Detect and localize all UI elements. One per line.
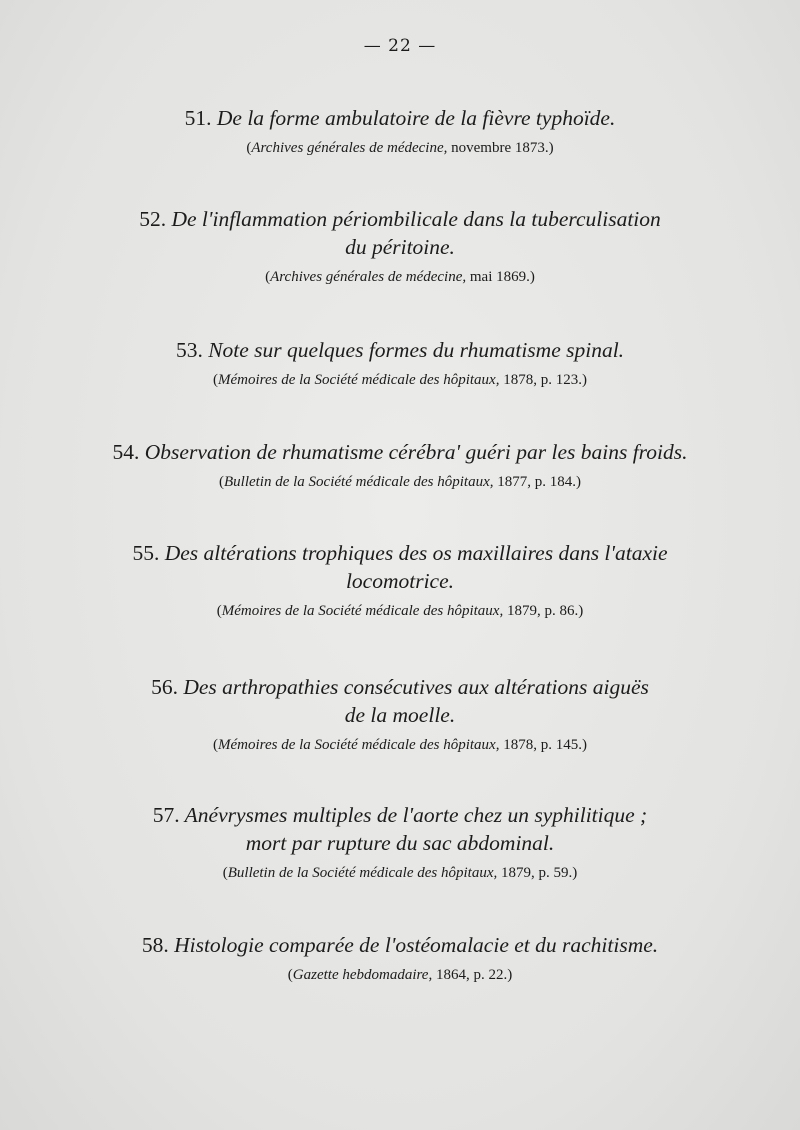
entry-citation: (Archives générales de médecine, novembre 1873.) bbox=[246, 140, 554, 156]
bibliography-entry bbox=[0, 336, 800, 390]
citation-details: mai 1869.) bbox=[466, 269, 535, 285]
entry-title bbox=[0, 336, 800, 364]
citation-source: Archives générales de médecine, bbox=[251, 140, 448, 156]
bibliography-entry bbox=[0, 673, 800, 755]
entry-title bbox=[0, 539, 800, 567]
entry-title-text: Note sur quelques formes du rhumatisme spinal. bbox=[208, 338, 625, 362]
citation-source: Mémoires de la Société médicale des hôpitaux, bbox=[221, 603, 504, 619]
entry-title-text: De l'inflammation périombilicale dans la tuberculisation bbox=[171, 207, 661, 231]
citation-details: 1879, p. 86.) bbox=[503, 603, 584, 619]
entry-title-text: Histologie comparée de l'ostéomalacie et du rachitisme. bbox=[174, 933, 659, 957]
bibliography-entry bbox=[0, 205, 800, 287]
citation-source: Gazette hebdomadaire, bbox=[292, 967, 433, 983]
entry-number: 52. bbox=[139, 207, 167, 231]
entry-number: 54. bbox=[112, 440, 140, 464]
bibliography-entry bbox=[0, 801, 800, 883]
entry-number: 58. bbox=[141, 933, 169, 957]
entry-title bbox=[0, 801, 800, 829]
bibliography-entry bbox=[0, 438, 800, 492]
entry-number: 57. bbox=[152, 803, 180, 827]
entry-title bbox=[0, 438, 800, 466]
entry-title-continuation: locomotrice. bbox=[345, 569, 455, 593]
entry-title bbox=[0, 673, 800, 701]
entry-citation: (Bulletin de la Société médicale des hôpitaux, 1879, p. 59.) bbox=[222, 865, 578, 881]
page-number: — 22 — bbox=[363, 36, 437, 56]
bibliography-entry bbox=[0, 539, 800, 621]
entry-citation: (Gazette hebdomadaire, 1864, p. 22.) bbox=[287, 967, 513, 983]
citation-source: Mémoires de la Société médicale des hôpitaux, bbox=[218, 737, 500, 753]
entry-title-text: Anévrysmes multiples de l'aorte chez un syphilitique ; bbox=[184, 803, 648, 827]
entry-number: 55. bbox=[132, 541, 160, 565]
entry-citation: (Mémoires de la Société médicale des hôpitaux, 1879, p. 86.) bbox=[216, 603, 584, 619]
entry-title-continuation: du péritoine. bbox=[345, 235, 455, 259]
bibliography-entry bbox=[0, 931, 800, 985]
bibliography-entry bbox=[0, 104, 800, 158]
entry-title-text: Des arthropathies consécutives aux altérations aiguës bbox=[183, 675, 649, 699]
citation-source: Mémoires de la Société médicale des hôpitaux, bbox=[218, 372, 500, 388]
citation-details: 1878, p. 145.) bbox=[499, 737, 587, 753]
entry-citation: (Mémoires de la Société médicale des hôpitaux, 1878, p. 123.) bbox=[213, 372, 587, 388]
entry-title-text: Des altérations trophiques des os maxillaires dans l'ataxie bbox=[164, 541, 668, 565]
entry-title-continuation: de la moelle. bbox=[344, 703, 456, 727]
entry-citation: (Archives générales de médecine, mai 1869.) bbox=[265, 269, 535, 285]
entry-title-text: Observation de rhumatisme cérébra' guéri par les bains froids. bbox=[144, 440, 688, 464]
citation-details: 1877, p. 184.) bbox=[493, 474, 581, 490]
citation-source: Bulletin de la Société médicale des hôpitaux, bbox=[223, 474, 494, 490]
citation-details: novembre 1873.) bbox=[447, 140, 554, 156]
entry-title bbox=[0, 104, 800, 132]
entry-number: 53. bbox=[175, 338, 203, 362]
citation-details: 1864, p. 22.) bbox=[432, 967, 513, 983]
entry-title-text: De la forme ambulatoire de la fièvre typhoïde. bbox=[216, 106, 616, 130]
entry-number: 56. bbox=[151, 675, 178, 699]
citation-source: Bulletin de la Société médicale des hôpitaux, bbox=[227, 865, 498, 881]
entry-title-continuation: mort par rupture du sac abdominal. bbox=[245, 831, 555, 855]
entry-number: 51. bbox=[184, 106, 212, 130]
citation-details: 1878, p. 123.) bbox=[499, 372, 587, 388]
entry-citation: (Bulletin de la Société médicale des hôpitaux, 1877, p. 184.) bbox=[218, 474, 581, 490]
citation-source: Archives générales de médecine, bbox=[270, 269, 467, 285]
citation-details: 1879, p. 59.) bbox=[497, 865, 578, 881]
entry-citation: (Mémoires de la Société médicale des hôpitaux, 1878, p. 145.) bbox=[213, 737, 587, 753]
entry-title bbox=[0, 931, 800, 959]
entry-title bbox=[0, 205, 800, 233]
